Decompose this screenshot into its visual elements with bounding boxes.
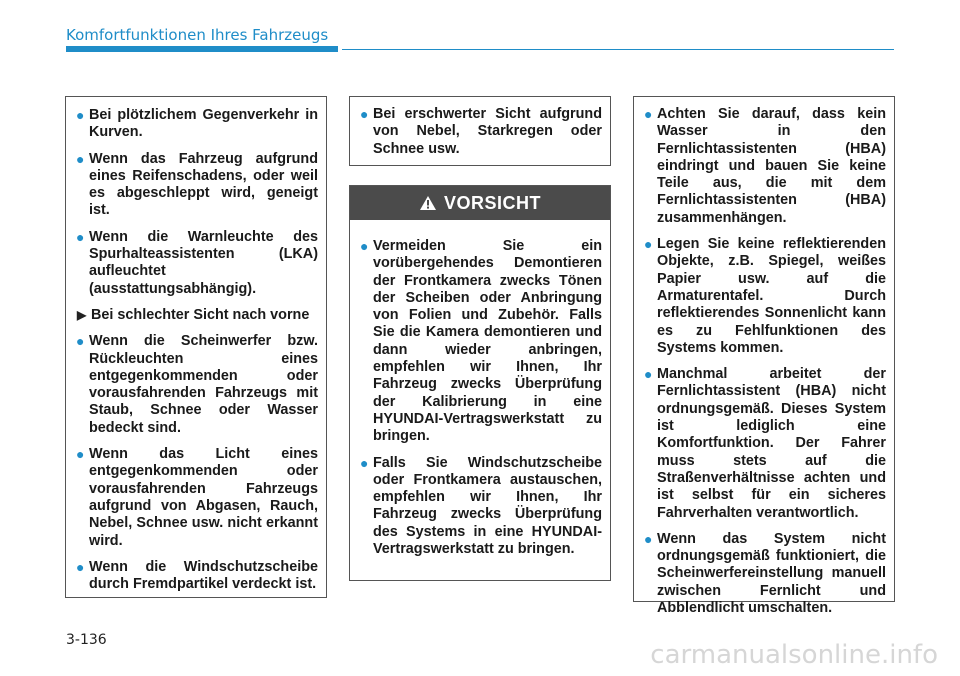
bullet-icon: ● <box>76 558 85 575</box>
bullet-icon: ● <box>76 150 85 167</box>
bullet-icon: ● <box>644 106 653 122</box>
bullet-icon: ● <box>76 228 85 245</box>
bullet-icon: ● <box>360 106 369 122</box>
list-item: ● Wenn das Fahrzeug aufgrund eines Reifenschadens, oder weil es abgeschleppt wird, geneigt ist. <box>76 150 318 219</box>
caution-list <box>352 238 602 558</box>
list-item: ● Vermeiden Sie ein vorübergehendes Demontieren der Frontkamera zwecks Tönen der Scheiben oder Anbringung von Folien und Zubehör. Falls Sie die Kamera demontieren und dann wieder anbringen, empfehlen wir Ihnen, Ihr Fahrzeug zwecks Überprüfung der Kalibrierung in eine HYUNDAI-Vertragswerkstatt zu bringen. <box>360 238 602 445</box>
list-item: ● Wenn das System nicht ordnungsgemäß funktioniert, die Scheinwerfereinstellung manuell zwischen Fernlicht und Abblendlicht umschalten. <box>644 530 886 617</box>
warning-icon <box>419 195 437 211</box>
caution-title: VORSICHT <box>443 192 541 213</box>
list-item: ● Achten Sie darauf, dass kein Wasser in den Fernlichtassistenten (HBA) eindringt und bauen Sie keine Teile aus, die mit dem Fernlichtassistenten (HBA) zusammenhängen. <box>644 106 886 226</box>
list-item: ● Wenn die Warnleuchte des Spurhalteassistenten (LKA) aufleuchtet (ausstattungsabhängig). <box>76 228 318 297</box>
header-rule <box>342 49 894 50</box>
conditions-box <box>65 96 327 598</box>
bullet-icon: ● <box>76 107 85 123</box>
bullet-icon: ● <box>76 446 85 463</box>
caution-body <box>350 230 610 567</box>
page-number: 3-136 <box>66 632 107 648</box>
list-item: ▶ Bei schlechter Sicht nach vorne <box>77 306 310 323</box>
visibility-box <box>349 96 611 166</box>
bullet-icon: ● <box>360 454 369 471</box>
hba-notes-list <box>636 106 886 617</box>
section-title: Komfortfunktionen Ihres Fahrzeugs <box>66 26 329 44</box>
bullet-icon: ● <box>76 333 85 350</box>
list-item: ● Wenn die Windschutzscheibe durch Fremdpartikel verdeckt ist. <box>76 558 318 593</box>
conditions-list <box>68 107 318 593</box>
list-item: ● Falls Sie Windschutzscheibe oder Frontkamera austauschen, empfehlen wir Ihnen, Ihr Fahrzeug zwecks Überprüfung des Systems in eine HYUNDAI-Vertragswerkstatt zu bringen. <box>360 454 602 558</box>
list-item: ● Manchmal arbeitet der Fernlichtassistent (HBA) nicht ordnungsgemäß. Dieses System ist lediglich eine Komfortfunktion. Der Fahrer muss stets auf die Straßenverhältnisse achten und ist selbst für ein sicheres Fahrverhalten verantwortlich. <box>644 366 886 521</box>
list-item: ● Legen Sie keine reflektierenden Objekte, z.B. Spiegel, weißes Papier usw. auf die Armaturentafel. Durch reflektierendes Sonnenlicht kann es zu Fehlfunktionen des Systems kommen. <box>644 236 886 356</box>
visibility-list <box>352 106 602 158</box>
list-item: ● Bei plötzlichem Gegenverkehr in Kurven. <box>76 107 318 141</box>
list-item: ● Wenn das Licht eines entgegenkommenden oder vorausfahrenden Fahrzeugs aufgrund von Abgasen, Rauch, Nebel, Schnee usw. nicht erkannt wird. <box>76 446 318 549</box>
list-item: ● Wenn die Scheinwerfer bzw. Rückleuchten eines entgegenkommenden oder vorausfahrenden Fahrzeugs mit Staub, Schnee oder Wasser bedeckt sind. <box>76 333 318 436</box>
header-accent-bar <box>66 46 338 52</box>
bullet-icon: ● <box>644 236 653 253</box>
watermark: carmanualsonline.info <box>650 640 938 670</box>
caution-header <box>350 186 610 220</box>
arrow-right-icon: ▶ <box>77 307 87 322</box>
caution-box <box>349 185 611 581</box>
hba-notes-box <box>633 96 895 617</box>
bullet-icon: ● <box>644 366 653 383</box>
list-item: ● Bei erschwerter Sicht aufgrund von Nebel, Starkregen oder Schnee usw. <box>360 106 602 157</box>
bullet-icon: ● <box>360 238 369 254</box>
bullet-icon: ● <box>644 530 653 547</box>
